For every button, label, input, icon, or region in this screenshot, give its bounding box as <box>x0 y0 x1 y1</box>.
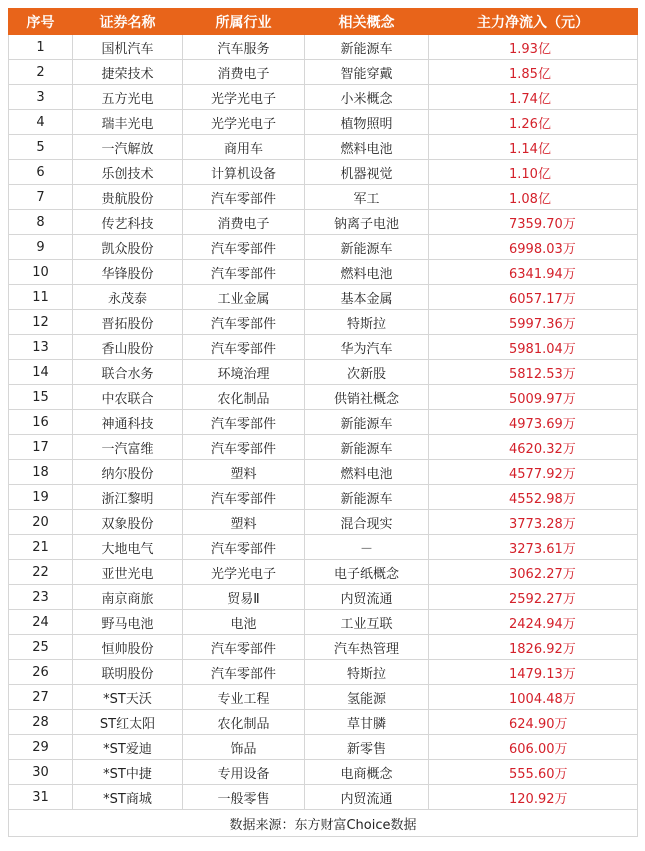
cell-concept: － <box>305 535 429 560</box>
cell-security-name: 捷荣技术 <box>73 60 183 85</box>
cell-industry: 汽车服务 <box>183 35 305 60</box>
cell-security-name: 华锋股份 <box>73 260 183 285</box>
cell-net-inflow: 1.74亿 <box>429 85 638 110</box>
cell-net-inflow: 1.08亿 <box>429 185 638 210</box>
cell-net-inflow: 1.93亿 <box>429 35 638 60</box>
cell-net-inflow: 606.00万 <box>429 735 638 760</box>
table-row <box>9 210 638 235</box>
cell-concept: 电子纸概念 <box>305 560 429 585</box>
cell-industry: 汽车零部件 <box>183 185 305 210</box>
cell-index: 15 <box>9 385 73 410</box>
table-row <box>9 385 638 410</box>
cell-industry: 一般零售 <box>183 785 305 810</box>
data-source-note: 数据来源：东方财富Choice数据 <box>9 810 638 837</box>
cell-industry: 汽车零部件 <box>183 310 305 335</box>
cell-concept: 新能源车 <box>305 485 429 510</box>
cell-industry: 环境治理 <box>183 360 305 385</box>
cell-index: 2 <box>9 60 73 85</box>
cell-index: 22 <box>9 560 73 585</box>
cell-concept: 新能源车 <box>305 435 429 460</box>
cell-net-inflow: 555.60万 <box>429 760 638 785</box>
cell-industry: 汽车零部件 <box>183 635 305 660</box>
cell-net-inflow: 624.90万 <box>429 710 638 735</box>
cell-net-inflow: 5009.97万 <box>429 385 638 410</box>
cell-security-name: *ST天沃 <box>73 685 183 710</box>
cell-net-inflow: 3062.27万 <box>429 560 638 585</box>
cell-security-name: 中农联合 <box>73 385 183 410</box>
cell-index: 14 <box>9 360 73 385</box>
cell-net-inflow: 5997.36万 <box>429 310 638 335</box>
cell-index: 10 <box>9 260 73 285</box>
cell-net-inflow: 1.26亿 <box>429 110 638 135</box>
cell-security-name: 联合水务 <box>73 360 183 385</box>
cell-index: 4 <box>9 110 73 135</box>
table-row <box>9 85 638 110</box>
cell-index: 29 <box>9 735 73 760</box>
cell-security-name: 永茂泰 <box>73 285 183 310</box>
cell-security-name: 一汽富维 <box>73 435 183 460</box>
cell-industry: 饰品 <box>183 735 305 760</box>
cell-index: 3 <box>9 85 73 110</box>
table-row <box>9 135 638 160</box>
cell-industry: 汽车零部件 <box>183 260 305 285</box>
cell-index: 8 <box>9 210 73 235</box>
cell-concept: 机器视觉 <box>305 160 429 185</box>
cell-concept: 小米概念 <box>305 85 429 110</box>
table-row <box>9 235 638 260</box>
cell-industry: 汽车零部件 <box>183 410 305 435</box>
table-row <box>9 110 638 135</box>
cell-concept: 新能源车 <box>305 410 429 435</box>
table-row <box>9 460 638 485</box>
cell-concept: 植物照明 <box>305 110 429 135</box>
header-concept: 相关概念 <box>305 9 429 35</box>
cell-concept: 工业互联 <box>305 610 429 635</box>
cell-concept: 新能源车 <box>305 35 429 60</box>
table-row <box>9 285 638 310</box>
table-row <box>9 510 638 535</box>
cell-industry: 汽车零部件 <box>183 485 305 510</box>
cell-concept: 钠离子电池 <box>305 210 429 235</box>
cell-index: 23 <box>9 585 73 610</box>
table-row <box>9 585 638 610</box>
cell-industry: 农化制品 <box>183 710 305 735</box>
cell-index: 31 <box>9 785 73 810</box>
cell-index: 7 <box>9 185 73 210</box>
cell-concept: 内贸流通 <box>305 785 429 810</box>
cell-net-inflow: 1826.92万 <box>429 635 638 660</box>
footer-row <box>9 810 638 837</box>
cell-industry: 农化制品 <box>183 385 305 410</box>
cell-security-name: 双象股份 <box>73 510 183 535</box>
table-row <box>9 760 638 785</box>
cell-security-name: 五方光电 <box>73 85 183 110</box>
cell-industry: 计算机设备 <box>183 160 305 185</box>
cell-concept: 次新股 <box>305 360 429 385</box>
cell-concept: 智能穿戴 <box>305 60 429 85</box>
cell-index: 24 <box>9 610 73 635</box>
cell-index: 6 <box>9 160 73 185</box>
fund-flow-table <box>8 8 638 837</box>
cell-industry: 消费电子 <box>183 210 305 235</box>
cell-index: 12 <box>9 310 73 335</box>
table-header-row <box>9 9 638 35</box>
cell-security-name: 一汽解放 <box>73 135 183 160</box>
cell-security-name: ST红太阳 <box>73 710 183 735</box>
cell-net-inflow: 2424.94万 <box>429 610 638 635</box>
table-row <box>9 60 638 85</box>
cell-industry: 贸易Ⅱ <box>183 585 305 610</box>
cell-net-inflow: 3773.28万 <box>429 510 638 535</box>
cell-net-inflow: 1004.48万 <box>429 685 638 710</box>
cell-net-inflow: 4577.92万 <box>429 460 638 485</box>
cell-concept: 供销社概念 <box>305 385 429 410</box>
cell-security-name: 国机汽车 <box>73 35 183 60</box>
cell-concept: 特斯拉 <box>305 660 429 685</box>
cell-net-inflow: 1479.13万 <box>429 660 638 685</box>
cell-net-inflow: 1.10亿 <box>429 160 638 185</box>
cell-industry: 塑料 <box>183 510 305 535</box>
cell-industry: 塑料 <box>183 460 305 485</box>
cell-net-inflow: 5812.53万 <box>429 360 638 385</box>
cell-net-inflow: 6341.94万 <box>429 260 638 285</box>
cell-index: 1 <box>9 35 73 60</box>
cell-concept: 华为汽车 <box>305 335 429 360</box>
cell-concept: 氢能源 <box>305 685 429 710</box>
cell-industry: 专业工程 <box>183 685 305 710</box>
header-security-name: 证券名称 <box>73 9 183 35</box>
fund-flow-table-container <box>8 8 637 844</box>
cell-industry: 汽车零部件 <box>183 335 305 360</box>
cell-industry: 光学光电子 <box>183 85 305 110</box>
cell-security-name: *ST商城 <box>73 785 183 810</box>
table-body <box>9 35 638 810</box>
cell-concept: 燃料电池 <box>305 460 429 485</box>
cell-industry: 光学光电子 <box>183 110 305 135</box>
cell-net-inflow: 5981.04万 <box>429 335 638 360</box>
cell-security-name: 贵航股份 <box>73 185 183 210</box>
cell-industry: 工业金属 <box>183 285 305 310</box>
cell-net-inflow: 6998.03万 <box>429 235 638 260</box>
cell-concept: 内贸流通 <box>305 585 429 610</box>
cell-net-inflow: 7359.70万 <box>429 210 638 235</box>
table-row <box>9 35 638 60</box>
table-row <box>9 360 638 385</box>
cell-industry: 专用设备 <box>183 760 305 785</box>
cell-industry: 汽车零部件 <box>183 435 305 460</box>
cell-security-name: 晋拓股份 <box>73 310 183 335</box>
table-row <box>9 535 638 560</box>
cell-concept: 基本金属 <box>305 285 429 310</box>
cell-security-name: 野马电池 <box>73 610 183 635</box>
table-row <box>9 160 638 185</box>
header-index: 序号 <box>9 9 73 35</box>
table-row <box>9 710 638 735</box>
cell-net-inflow: 6057.17万 <box>429 285 638 310</box>
cell-industry: 消费电子 <box>183 60 305 85</box>
cell-index: 5 <box>9 135 73 160</box>
cell-security-name: 亚世光电 <box>73 560 183 585</box>
header-industry: 所属行业 <box>183 9 305 35</box>
cell-security-name: *ST中捷 <box>73 760 183 785</box>
cell-security-name: 恒帅股份 <box>73 635 183 660</box>
table-row <box>9 735 638 760</box>
cell-index: 26 <box>9 660 73 685</box>
cell-index: 25 <box>9 635 73 660</box>
cell-industry: 汽车零部件 <box>183 535 305 560</box>
cell-security-name: 大地电气 <box>73 535 183 560</box>
cell-index: 16 <box>9 410 73 435</box>
cell-security-name: 浙江黎明 <box>73 485 183 510</box>
cell-net-inflow: 2592.27万 <box>429 585 638 610</box>
cell-index: 19 <box>9 485 73 510</box>
cell-security-name: 联明股份 <box>73 660 183 685</box>
table-row <box>9 185 638 210</box>
cell-industry: 商用车 <box>183 135 305 160</box>
table-row <box>9 560 638 585</box>
cell-index: 13 <box>9 335 73 360</box>
cell-security-name: 纳尔股份 <box>73 460 183 485</box>
table-row <box>9 660 638 685</box>
cell-security-name: 瑞丰光电 <box>73 110 183 135</box>
cell-index: 9 <box>9 235 73 260</box>
cell-index: 30 <box>9 760 73 785</box>
cell-security-name: 南京商旅 <box>73 585 183 610</box>
table-row <box>9 260 638 285</box>
cell-net-inflow: 120.92万 <box>429 785 638 810</box>
table-row <box>9 310 638 335</box>
table-row <box>9 485 638 510</box>
table-row <box>9 785 638 810</box>
cell-index: 17 <box>9 435 73 460</box>
cell-index: 18 <box>9 460 73 485</box>
header-net-inflow: 主力净流入（元） <box>429 9 638 35</box>
cell-net-inflow: 4620.32万 <box>429 435 638 460</box>
cell-index: 27 <box>9 685 73 710</box>
cell-concept: 燃料电池 <box>305 260 429 285</box>
cell-concept: 燃料电池 <box>305 135 429 160</box>
cell-concept: 汽车热管理 <box>305 635 429 660</box>
cell-index: 20 <box>9 510 73 535</box>
cell-concept: 草甘膦 <box>305 710 429 735</box>
cell-net-inflow: 3273.61万 <box>429 535 638 560</box>
cell-security-name: 香山股份 <box>73 335 183 360</box>
cell-concept: 特斯拉 <box>305 310 429 335</box>
table-row <box>9 335 638 360</box>
table-row <box>9 635 638 660</box>
table-row <box>9 435 638 460</box>
table-row <box>9 685 638 710</box>
cell-concept: 军工 <box>305 185 429 210</box>
cell-index: 28 <box>9 710 73 735</box>
cell-industry: 汽车零部件 <box>183 660 305 685</box>
cell-industry: 电池 <box>183 610 305 635</box>
cell-index: 21 <box>9 535 73 560</box>
cell-net-inflow: 4973.69万 <box>429 410 638 435</box>
table-row <box>9 610 638 635</box>
cell-concept: 新零售 <box>305 735 429 760</box>
cell-industry: 光学光电子 <box>183 560 305 585</box>
cell-concept: 新能源车 <box>305 235 429 260</box>
cell-index: 11 <box>9 285 73 310</box>
cell-concept: 电商概念 <box>305 760 429 785</box>
cell-security-name: *ST爱迪 <box>73 735 183 760</box>
cell-net-inflow: 1.85亿 <box>429 60 638 85</box>
cell-industry: 汽车零部件 <box>183 235 305 260</box>
cell-security-name: 传艺科技 <box>73 210 183 235</box>
cell-security-name: 乐创技术 <box>73 160 183 185</box>
table-row <box>9 410 638 435</box>
cell-net-inflow: 1.14亿 <box>429 135 638 160</box>
cell-security-name: 神通科技 <box>73 410 183 435</box>
cell-concept: 混合现实 <box>305 510 429 535</box>
cell-security-name: 凯众股份 <box>73 235 183 260</box>
cell-net-inflow: 4552.98万 <box>429 485 638 510</box>
